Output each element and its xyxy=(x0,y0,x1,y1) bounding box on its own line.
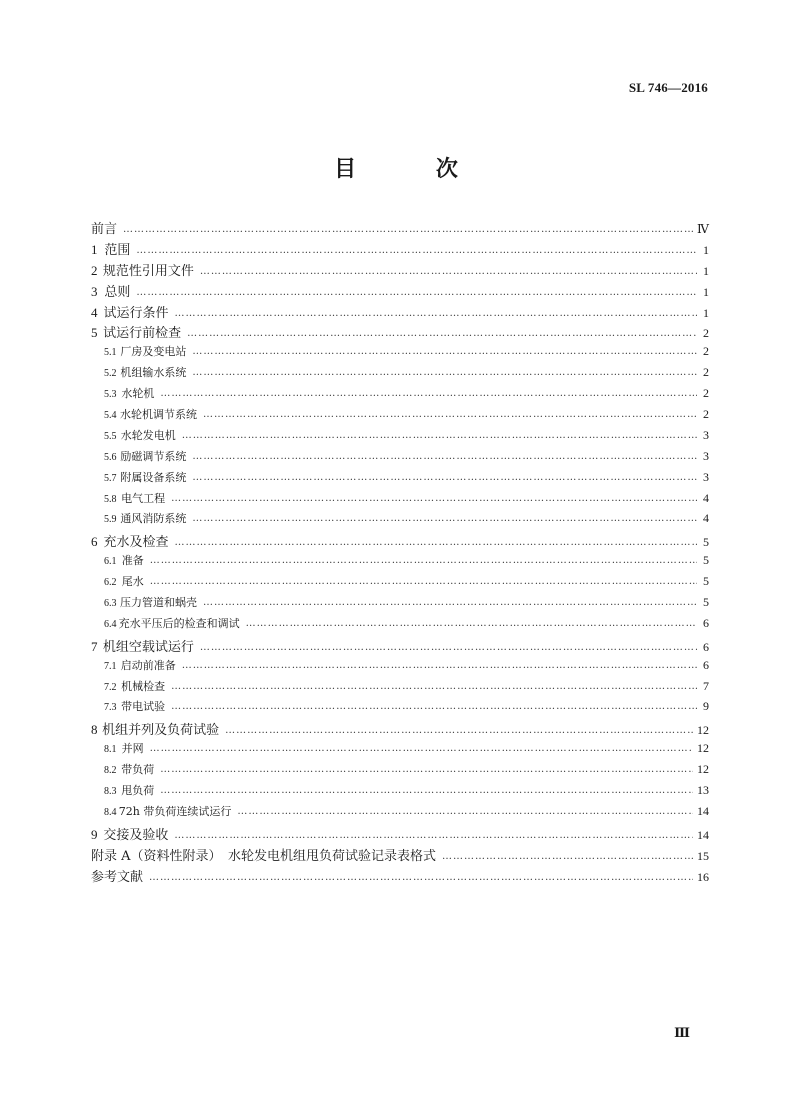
toc-entry-number: 8.2 xyxy=(104,765,117,777)
toc-entry-title: 励磁调节系统 xyxy=(120,449,187,463)
toc-entry-title: 通风消防系统 xyxy=(120,512,187,526)
toc-entry-number: 5.6 xyxy=(104,451,117,463)
toc-leader-dots xyxy=(237,806,693,817)
toc-entry-page: 1 xyxy=(703,284,709,299)
toc-entry-page: 1 xyxy=(703,263,709,278)
toc-entry-page: 4 xyxy=(703,490,709,505)
toc-entry-title: 前言 xyxy=(91,222,118,237)
toc-entry-title: 72h 带负荷连续试运行 xyxy=(118,804,232,818)
toc-leader-dots xyxy=(150,555,697,566)
toc-entry-number: 8.1 xyxy=(104,744,117,756)
toc-subentry[interactable] xyxy=(91,782,709,803)
toc-entry-title: 水轮机 xyxy=(121,387,155,401)
toc-entry-number: 7.2 xyxy=(104,681,117,693)
toc-entry-title: 参考文献 xyxy=(91,869,144,885)
toc-entry-page: 15 xyxy=(697,848,709,863)
toc-entry-number: 6.3 xyxy=(104,598,117,610)
toc-entry-page: 5 xyxy=(703,595,709,610)
toc-entry-title: 并网 xyxy=(121,742,144,756)
toc-leader-dots xyxy=(192,367,697,378)
toc-entry[interactable] xyxy=(91,719,709,740)
toc-entry-number: 4 xyxy=(91,304,98,320)
toc-leader-dots xyxy=(160,764,693,775)
toc-subentry[interactable] xyxy=(91,761,709,782)
toc-entry[interactable] xyxy=(91,636,709,657)
toc-entry[interactable] xyxy=(91,824,709,845)
toc-subentry[interactable] xyxy=(91,364,709,385)
toc-entry-number: 2 xyxy=(91,262,98,278)
toc-entry-title: 范围 xyxy=(104,242,131,258)
toc-entry-page: 4 xyxy=(703,511,709,526)
toc-entry-page: 13 xyxy=(697,783,709,798)
toc-leader-dots xyxy=(123,224,693,235)
toc-entry-number: 9 xyxy=(91,826,98,842)
toc-leader-dots xyxy=(136,245,697,256)
toc-entry-number: 5 xyxy=(91,325,98,341)
toc-entry-title: 总则 xyxy=(104,284,131,300)
toc-entry-title: 带负荷 xyxy=(121,763,155,777)
toc-entry-number: 3 xyxy=(91,283,98,299)
toc-entry-page: 3 xyxy=(703,427,709,442)
toc-leader-dots xyxy=(192,451,697,462)
toc-leader-dots xyxy=(182,660,697,671)
toc-subentry[interactable] xyxy=(91,385,709,406)
toc-entry-number: 5.2 xyxy=(104,368,117,380)
toc-entry[interactable] xyxy=(91,239,709,260)
toc-entry-title: 甩负荷 xyxy=(121,784,155,798)
toc-subentry[interactable] xyxy=(91,740,709,761)
toc-entry-title: 尾水 xyxy=(121,575,144,589)
toc-leader-dots xyxy=(200,266,697,277)
toc-entry-page: 14 xyxy=(697,803,709,818)
toc-entry-page: 2 xyxy=(703,407,709,422)
toc-entry-page: 12 xyxy=(697,723,709,738)
toc-entry[interactable] xyxy=(91,281,709,302)
toc-entry-number: 5.4 xyxy=(104,410,117,422)
toc-subentry[interactable] xyxy=(91,594,709,615)
toc-entry-number: 5.8 xyxy=(104,493,117,505)
toc-entry-page: 3 xyxy=(703,448,709,463)
toc-leader-dots xyxy=(203,409,697,420)
toc-entry-title: 附属设备系统 xyxy=(120,470,187,484)
toc-entry-page: 3 xyxy=(703,469,709,484)
toc-entry-page: 2 xyxy=(703,365,709,380)
toc-entry-title: 压力管道和蜗壳 xyxy=(120,596,198,610)
toc-entry-title: 机组空载试运行 xyxy=(102,639,194,655)
toc-entry-title: 充水及检查 xyxy=(103,535,169,551)
toc-entry-page: 6 xyxy=(703,639,709,654)
toc-entry-page: 1 xyxy=(703,305,709,320)
toc-entry-page: 2 xyxy=(703,344,709,359)
toc-entry-title: 充水平压后的检查和调试 xyxy=(118,616,240,630)
page-number: Ⅲ xyxy=(674,1025,690,1040)
toc-entry[interactable] xyxy=(91,218,709,239)
toc-leader-dots xyxy=(171,701,697,712)
toc-entry-number: 8.4 xyxy=(104,806,117,818)
toc-entry-page: 16 xyxy=(697,869,709,884)
toc-leader-dots xyxy=(150,576,697,587)
toc-entry-number: 5.3 xyxy=(104,389,117,401)
toc-entry-number: 1 xyxy=(91,241,98,257)
toc-entry-page: 5 xyxy=(703,574,709,589)
toc-subentry[interactable] xyxy=(91,573,709,594)
toc-entry-title: 电气工程 xyxy=(121,491,166,505)
toc-entry-number: 5.9 xyxy=(104,514,117,526)
toc-entry-page: 7 xyxy=(703,678,709,693)
toc-entry-title: 交接及验收 xyxy=(103,827,169,843)
toc-subentry[interactable] xyxy=(91,427,709,448)
toc-leader-dots xyxy=(174,830,693,841)
toc-entry[interactable] xyxy=(91,302,709,323)
toc-leader-dots xyxy=(150,743,693,754)
toc-entry[interactable] xyxy=(91,531,709,552)
toc-leader-dots xyxy=(442,851,693,862)
toc-leader-dots xyxy=(171,681,697,692)
toc-entry[interactable] xyxy=(91,322,709,343)
toc-leader-dots xyxy=(160,388,697,399)
toc-subentry[interactable] xyxy=(91,448,709,469)
toc-subentry[interactable] xyxy=(91,552,709,573)
toc-leader-dots xyxy=(200,642,697,653)
toc-entry-number: 6.2 xyxy=(104,577,117,589)
toc-subentry[interactable] xyxy=(91,657,709,678)
toc-subentry[interactable] xyxy=(91,803,709,824)
toc-entry-title: 启动前准备 xyxy=(120,658,176,672)
toc-entry[interactable] xyxy=(91,866,709,887)
toc-entry-page: 1 xyxy=(703,242,709,257)
toc-subentry[interactable] xyxy=(91,406,709,427)
toc-entry-page: 6 xyxy=(703,615,709,630)
toc-subentry[interactable] xyxy=(91,698,709,719)
toc-leader-dots xyxy=(171,493,697,504)
toc-subentry[interactable] xyxy=(91,469,709,490)
table-of-contents xyxy=(91,218,709,887)
toc-entry-number: 5.1 xyxy=(104,347,117,359)
toc-entry-number: 7 xyxy=(91,638,98,654)
toc-leader-dots xyxy=(187,328,697,339)
toc-entry-title: 水轮发电机 xyxy=(120,428,176,442)
toc-entry-page: 12 xyxy=(697,741,709,756)
toc-leader-dots xyxy=(174,537,697,548)
toc-subentry[interactable] xyxy=(91,343,709,364)
toc-leader-dots xyxy=(192,346,697,357)
toc-leader-dots xyxy=(182,430,697,441)
toc-leader-dots xyxy=(246,618,697,629)
toc-entry[interactable] xyxy=(91,260,709,281)
toc-subentry[interactable] xyxy=(91,510,709,531)
toc-entry-number: 7.1 xyxy=(104,660,117,672)
toc-entry-number: 6.1 xyxy=(104,556,117,568)
toc-entry-page: Ⅳ xyxy=(697,222,709,236)
toc-entry-title: 规范性引用文件 xyxy=(102,263,194,279)
toc-entry-page: 2 xyxy=(703,326,709,341)
toc-subentry[interactable] xyxy=(91,490,709,511)
toc-entry-title: 带电试验 xyxy=(121,700,166,714)
toc-entry-number: 6.4 xyxy=(104,618,117,630)
toc-entry-number: 8.3 xyxy=(104,786,117,798)
toc-subentry[interactable] xyxy=(91,615,709,636)
toc-leader-dots xyxy=(225,725,693,736)
toc-entry-page: 2 xyxy=(703,386,709,401)
toc-leader-dots xyxy=(192,472,697,483)
toc-leader-dots xyxy=(160,785,693,796)
toc-leader-dots xyxy=(174,308,697,319)
toc-leader-dots xyxy=(149,872,693,883)
toc-entry-page: 14 xyxy=(697,827,709,842)
toc-entry-title: 厂房及变电站 xyxy=(120,345,187,359)
toc-leader-dots xyxy=(203,597,697,608)
toc-entry-number: 8 xyxy=(91,722,98,738)
toc-leader-dots xyxy=(136,287,697,298)
standard-code: SL 746—2016 xyxy=(628,80,708,95)
toc-entry-number: 6 xyxy=(91,534,98,550)
toc-subentry[interactable] xyxy=(91,678,709,699)
toc-entry-page: 12 xyxy=(697,762,709,777)
toc-entry-title: 机组输水系统 xyxy=(120,366,187,380)
toc-entry-page: 5 xyxy=(703,553,709,568)
toc-entry-page: 9 xyxy=(703,699,709,714)
toc-entry-title: 准备 xyxy=(121,554,144,568)
toc-entry-title: 试运行前检查 xyxy=(103,326,182,342)
toc-entry[interactable] xyxy=(91,845,709,866)
toc-entry-title: 水轮机调节系统 xyxy=(120,408,198,422)
toc-entry-title: 试运行条件 xyxy=(103,305,169,321)
toc-entry-title: 机械检查 xyxy=(121,679,166,693)
toc-entry-number: 7.3 xyxy=(104,702,117,714)
page-title: 目 次 xyxy=(334,157,494,182)
toc-entry-page: 5 xyxy=(703,535,709,550)
toc-entry-title: 机组并列及负荷试验 xyxy=(102,723,220,739)
toc-leader-dots xyxy=(192,513,697,524)
toc-entry-page: 6 xyxy=(703,657,709,672)
toc-entry-title: 附录 A（资料性附录） 水轮发电机组甩负荷试验记录表格式 xyxy=(91,848,437,864)
toc-entry-number: 5.5 xyxy=(104,430,117,442)
toc-entry-number: 5.7 xyxy=(104,472,117,484)
